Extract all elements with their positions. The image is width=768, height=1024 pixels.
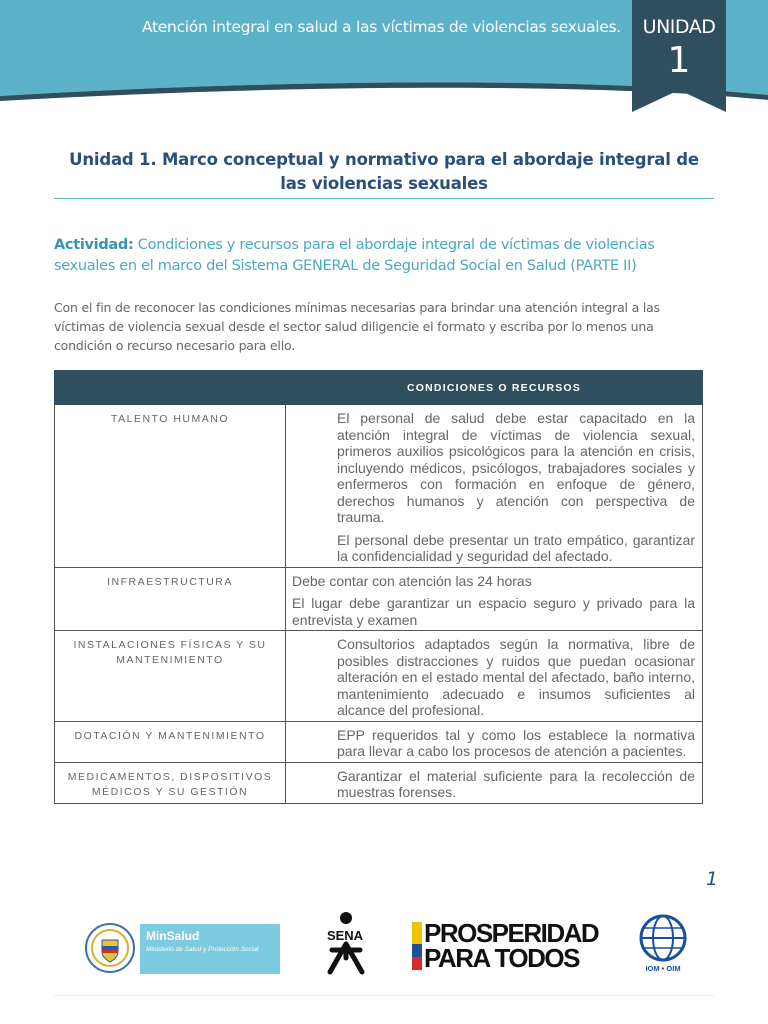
oim-globe-icon bbox=[636, 912, 690, 964]
colombia-seal-icon bbox=[84, 922, 136, 974]
unit-number: 1 bbox=[667, 40, 691, 81]
row-paragraph: Debe contar con atención las 24 horas bbox=[292, 572, 532, 589]
sena-logo-text: SENA bbox=[326, 928, 364, 943]
table-row bbox=[55, 721, 703, 762]
prosperidad-line2: PARA TODOS bbox=[424, 943, 579, 973]
row-category: MEDICAMENTOS, DISPOSITIVOS MÉDICOS Y SU GESTIÓN bbox=[55, 762, 286, 803]
row-paragraph: EPP requeridos tal y como los establece la normativa para llevar a cabo los procesos de atención a pacientes. bbox=[337, 726, 695, 759]
row-category: INSTALACIONES FÍSICAS Y SU MANTENIMIENTO bbox=[55, 631, 286, 722]
table-row bbox=[55, 631, 703, 722]
row-value[interactable] bbox=[286, 567, 703, 631]
page-number: 1 bbox=[705, 868, 718, 890]
row-value[interactable] bbox=[286, 762, 703, 803]
row-paragraph: Garantizar el material suficiente para la recolección de muestras forenses. bbox=[337, 767, 695, 800]
intro-paragraph: Con el fin de reconocer las condiciones mínimas necesarias para brindar una atención integral a las víctimas de violencia sexual desde el sector salud diligencie el formato y escriba por lo menos una condición o recurso necesario para ello. bbox=[54, 300, 660, 353]
footer-divider bbox=[54, 995, 714, 996]
row-paragraph: El lugar debe garantizar un espacio seguro y privado para la entrevista y examen bbox=[292, 595, 695, 628]
table-header-empty bbox=[55, 371, 286, 405]
row-category: TALENTO HUMANO bbox=[55, 405, 286, 568]
flag-stripe-icon bbox=[412, 922, 422, 970]
table-row bbox=[55, 762, 703, 803]
table-row bbox=[55, 567, 703, 631]
minsalud-name: MinSalud bbox=[146, 929, 200, 943]
activity-lead: Actividad: bbox=[54, 237, 134, 253]
row-category: DOTACIÓN Y MANTENIMIENTO bbox=[55, 721, 286, 762]
sena-figure-icon bbox=[318, 910, 374, 976]
table-row bbox=[55, 405, 703, 568]
table-header-conditions: CONDICIONES O RECURSOS bbox=[286, 371, 703, 405]
activity-heading bbox=[54, 235, 714, 277]
row-paragraph: El personal debe presentar un trato empático, garantizar la confidencialidad y seguridad del afectado. bbox=[337, 531, 695, 564]
oim-logo-text: IOM • OIM bbox=[645, 964, 681, 973]
table-header-row bbox=[55, 371, 703, 405]
header-banner bbox=[0, 0, 768, 112]
header-title: Atención integral en salud a las víctimas de violencias sexuales. bbox=[142, 18, 621, 36]
document-title: Unidad 1. Marco conceptual y normativo para el abordaje integral de las violencias sexuales bbox=[69, 150, 699, 193]
unit-label: UNIDAD bbox=[642, 16, 716, 38]
row-paragraph: El personal de salud debe estar capacitado en la atención integral de víctimas de violencia sexual, primeros auxilios psicológicos para la atención en crisis, incluyendo médicos, psicólogos, trabajadores sociales y enfermeros con formación en enfoque de género, derechos humanos y atención con perspectiva de trauma. bbox=[337, 410, 695, 525]
title-divider bbox=[54, 198, 714, 199]
row-value[interactable] bbox=[286, 721, 703, 762]
prosperidad-line1: PROSPERIDAD bbox=[424, 918, 599, 948]
activity-text: Condiciones y recursos para el abordaje integral de víctimas de violencias sexuales en el marco del Sistema GENERAL de Seguridad Social en Salud (PARTE II) bbox=[54, 237, 655, 274]
row-value[interactable] bbox=[286, 631, 703, 722]
conditions-table bbox=[54, 370, 703, 804]
row-value[interactable] bbox=[286, 405, 703, 568]
row-category: INFRAESTRUCTURA bbox=[55, 567, 286, 631]
row-paragraph: Consultorios adaptados según la normativa, libre de posibles distracciones y ruidos que puedan ocasionar alteración en el estado mental del afectado, baño interno, mantenimiento adecuado e insumos suficientes al alcance del profesional. bbox=[337, 636, 695, 718]
minsalud-subtitle: Ministerio de Salud y Protección Social bbox=[146, 946, 259, 953]
